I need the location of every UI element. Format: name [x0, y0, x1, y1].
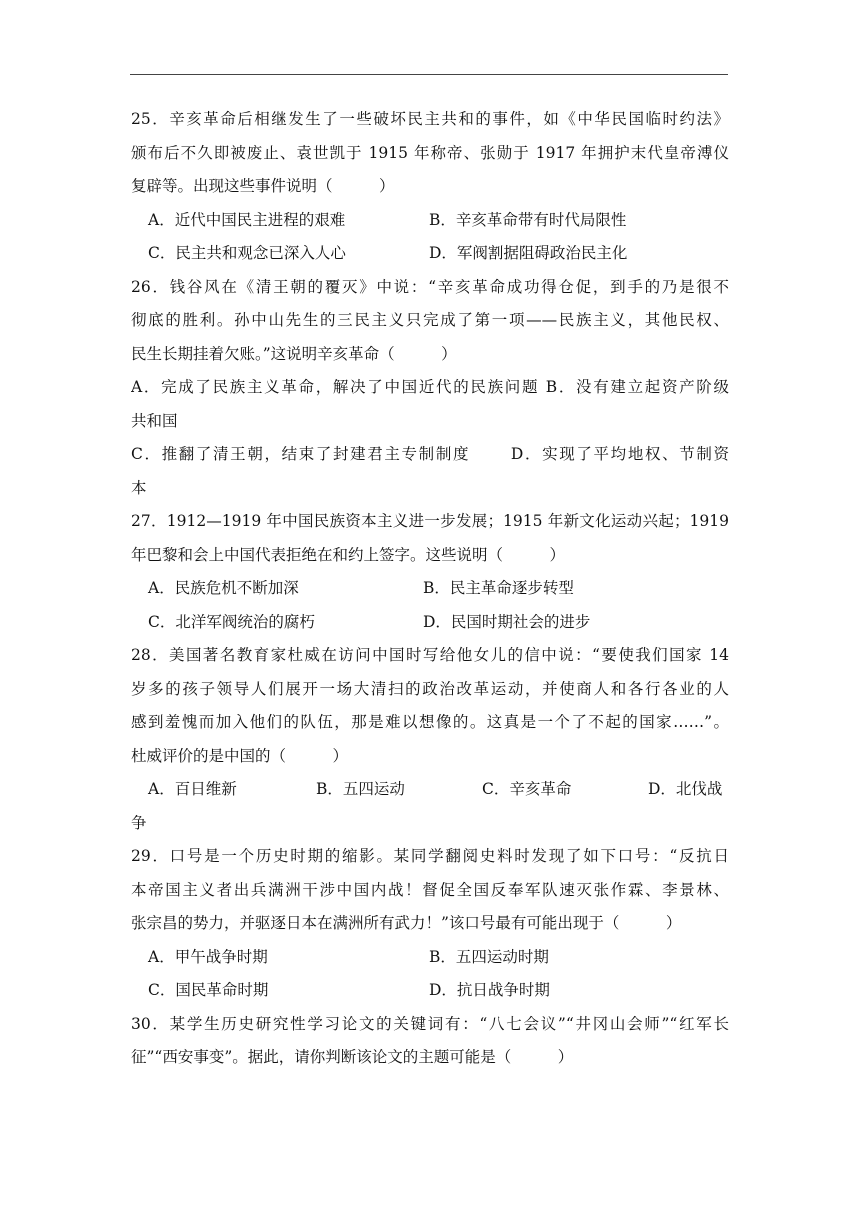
question-text-line: 年巴黎和会上中国代表拒绝在和约上签字。这些说明（ ）	[131, 545, 566, 564]
question-27	[131, 505, 729, 639]
question-text-line: 民生长期挂着欠账。”这说明辛亥革命（ ）	[131, 344, 457, 363]
option-c: C．民主共和观念已深入人心	[148, 244, 346, 262]
options-row	[131, 974, 729, 1008]
option-a: A．百日维新	[148, 780, 237, 798]
question-29	[131, 840, 729, 1008]
option-c: C．辛亥革命	[482, 780, 572, 798]
option-c: C．国民革命时期	[148, 981, 269, 999]
question-text-line: 27．1912—1919 年中国民族资本主义进一步发展；1915 年新文化运动兴起；1919	[131, 512, 729, 530]
option-wrap-line: 争	[131, 813, 147, 832]
option-line: C．推翻了清王朝，结束了封建君主专制制度 D．实现了平均地权、节制资	[131, 445, 729, 463]
option-b: B．五四运动时期	[429, 947, 549, 966]
options-row	[131, 773, 729, 807]
question-30	[131, 1008, 729, 1075]
question-26	[131, 271, 729, 506]
option-d: D．北伐战	[648, 780, 723, 798]
question-text-line: 复辟等。出现这些事件说明（ ）	[131, 177, 395, 195]
question-28	[131, 639, 729, 840]
options-row	[131, 572, 729, 606]
question-text-line: 岁多的孩子领导人们展开一场大清扫的政治改革运动，并使商人和各行各业的人	[131, 679, 729, 698]
question-text-line: 25．辛亥革命后相继发生了一些破坏民主共和的事件，如《中华民国临时约法》	[131, 110, 729, 128]
options-row	[131, 204, 729, 238]
options-row	[131, 606, 729, 640]
option-b: B．民主革命逐步转型	[423, 579, 574, 597]
option-line: 共和国	[131, 411, 178, 430]
question-text-line: 征”“西安事变”。据此，请你判断该论文的主题可能是（ ）	[131, 1048, 574, 1066]
option-d: D．军阀割据阻碍政治民主化	[429, 244, 628, 262]
question-text-line: 26．钱谷风在《清王朝的覆灭》中说：“辛亥革命成功得仓促，到手的乃是很不	[131, 277, 729, 296]
question-text-line: 感到羞愧而加入他们的队伍，那是难以想像的。这真是一个了不起的国家……”。	[131, 713, 729, 731]
option-a: A．近代中国民主进程的艰难	[148, 210, 346, 229]
question-text-line: 张宗昌的势力，并驱逐日本在满洲所有武力！”该口号最有可能出现于（ ）	[131, 914, 682, 932]
question-text-line: 29．口号是一个历史时期的缩影。某同学翻阅史料时发现了如下口号：“反抗日	[131, 847, 729, 865]
question-text-line: 杜威评价的是中国的（ ）	[131, 746, 349, 765]
option-d: D．民国时期社会的进步	[423, 612, 591, 631]
option-d: D．抗日战争时期	[429, 981, 550, 999]
question-text-line: 颁布后不久即被废止、袁世凯于 1915 年称帝、张勋于 1917 年拥护末代皇帝溥仪	[131, 143, 729, 162]
question-text-line: 30．某学生历史研究性学习论文的关键词有：“八七会议”“井冈山会师”“红军长	[131, 1014, 729, 1033]
question-list	[131, 103, 729, 1075]
question-text-line: 彻底的胜利。孙中山先生的三民主义只完成了第一项——民族主义，其他民权、	[131, 311, 729, 329]
question-25	[131, 103, 729, 271]
option-a: A．民族危机不断加深	[148, 579, 299, 597]
option-b: B．辛亥革命带有时代局限性	[429, 210, 627, 229]
option-line: A．完成了民族主义革命，解决了中国近代的民族问题 B．没有建立起资产阶级	[131, 378, 729, 396]
question-text-line: 28．美国著名教育家杜威在访问中国时写给他女儿的信中说：“要使我们国家 14	[131, 646, 729, 664]
question-text-line: 本帝国主义者出兵满洲干涉中国内战！督促全国反奉军队速灭张作霖、李景林、	[131, 880, 729, 899]
option-c: C．北洋军阀统治的腐朽	[148, 612, 315, 631]
header-rule	[130, 74, 728, 75]
options-row	[131, 237, 729, 271]
options-row	[131, 941, 729, 975]
option-line: 本	[131, 478, 147, 497]
option-a: A．甲午战争时期	[148, 947, 268, 966]
option-b: B．五四运动	[316, 780, 405, 798]
